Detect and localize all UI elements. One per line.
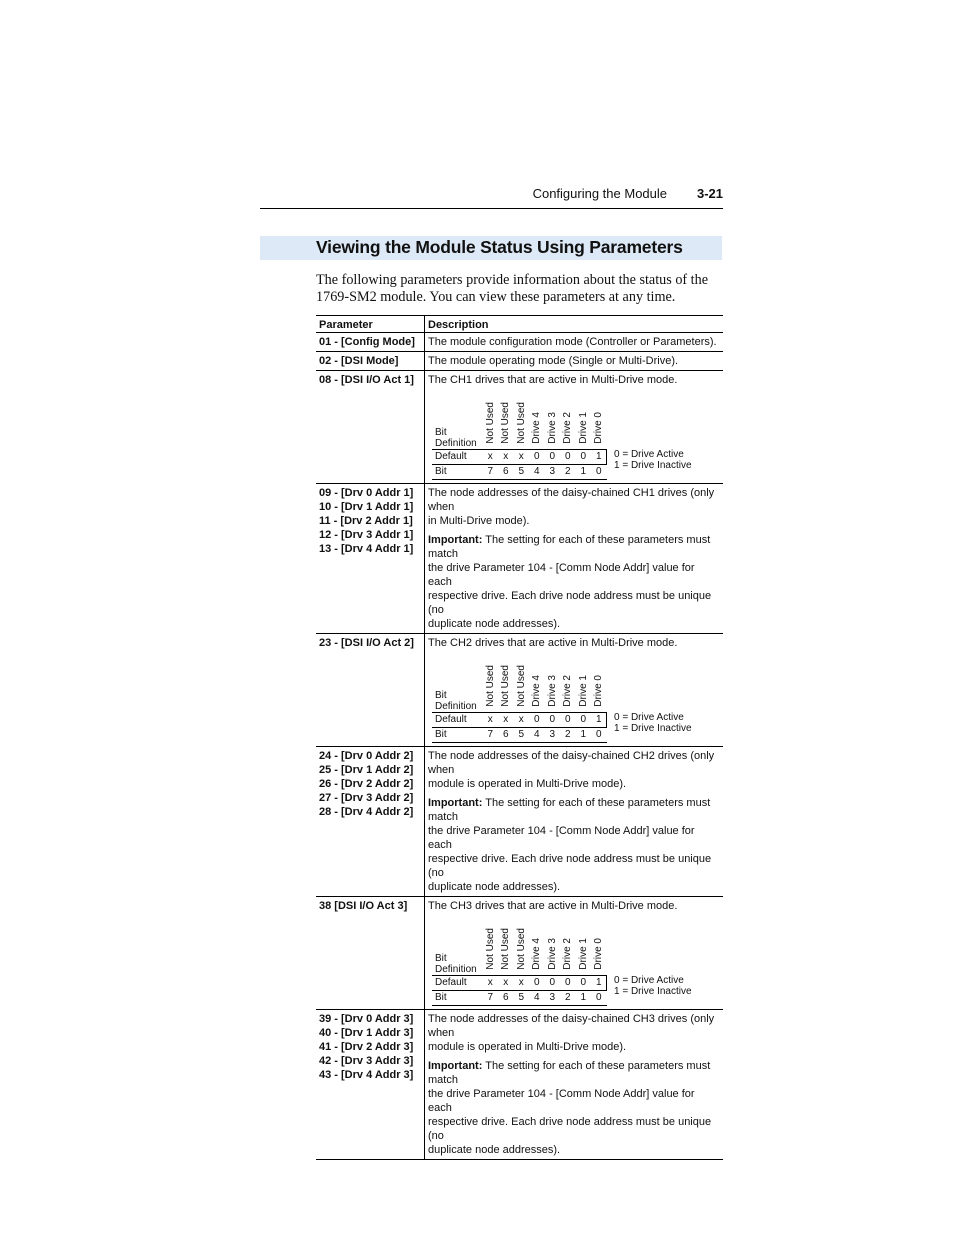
parameter-cell <box>316 897 425 1010</box>
bit-diagram <box>428 391 721 481</box>
bit-definition-text: Drive 4 <box>531 412 543 444</box>
bit-diagram <box>428 654 721 744</box>
bit-legend <box>614 712 692 734</box>
bit-definition-text: Drive 2 <box>562 675 574 707</box>
bit-definition-cell <box>529 663 545 713</box>
bit-definition-cell <box>483 400 499 450</box>
parameter-column-header: Parameter <box>316 316 425 333</box>
bit-number-cell: 7 <box>483 990 499 1005</box>
bit-definition-cell <box>529 926 545 976</box>
parameter-name: 39 - [Drv 0 Addr 3] <box>319 1013 414 1025</box>
parameter-name: 13 - [Drv 4 Addr 1] <box>319 543 414 555</box>
table-row <box>316 897 723 1010</box>
parameter-name: 01 - [Config Mode] <box>319 336 415 348</box>
description-text: module is operated in Multi-Drive mode). <box>428 1041 627 1053</box>
bit-default-cell: 0 <box>560 712 576 727</box>
important-note-line: the drive Parameter 104 - [Comm Node Addr] value for each <box>428 562 695 588</box>
bit-default-cell: x <box>514 975 530 990</box>
important-note <box>428 796 721 894</box>
bit-definition-cell <box>498 663 514 713</box>
bit-number-cell: 1 <box>576 990 592 1005</box>
bit-default-cell: x <box>514 449 530 464</box>
parameter-name: 25 - [Drv 1 Addr 2] <box>319 764 414 776</box>
default-label: Default <box>433 975 483 990</box>
bit-number-cell: 0 <box>591 727 607 742</box>
bit-definition-text: Not Used <box>500 928 512 970</box>
parameter-name: 27 - [Drv 3 Addr 2] <box>319 792 414 804</box>
bit-definition-text: Drive 2 <box>562 938 574 970</box>
heading-band <box>260 236 722 260</box>
bit-definition-text: Not Used <box>484 665 496 707</box>
bit-definition-text: Not Used <box>484 402 496 444</box>
important-label: Important: <box>428 1060 483 1072</box>
description-text: The module configuration mode (Controller or Parameters). <box>428 336 717 348</box>
parameter-cell <box>316 1010 425 1160</box>
bit-number-cell: 2 <box>560 727 576 742</box>
bit-default-cell: 0 <box>545 712 561 727</box>
bit-definition-cell <box>483 926 499 976</box>
bit-number-cell: 2 <box>560 990 576 1005</box>
bit-table-text: 1 = Drive Inactive <box>614 986 692 997</box>
bit-number-cell: 4 <box>529 727 545 742</box>
bit-table-text: Definition <box>435 963 477 975</box>
bit-definition-cell <box>576 663 592 713</box>
parameter-name: 28 - [Drv 4 Addr 2] <box>319 806 414 818</box>
bit-default-cell: 0 <box>529 712 545 727</box>
bit-definition-text: Not Used <box>484 928 496 970</box>
bit-definition-cell <box>514 400 530 450</box>
bit-definition-cell <box>560 926 576 976</box>
parameter-cell <box>316 634 425 747</box>
bit-definition-text: Drive 1 <box>577 675 589 707</box>
table-row <box>316 333 723 352</box>
default-label: Default <box>433 449 483 464</box>
bit-definition-text: Drive 4 <box>531 675 543 707</box>
bit-default-row <box>433 975 607 990</box>
running-header <box>260 184 723 209</box>
description-cell <box>425 333 724 352</box>
important-note-line <box>428 533 721 561</box>
bit-default-cell: x <box>498 712 514 727</box>
bit-table-text: Bit <box>435 426 447 438</box>
important-text: The setting for each of these parameters must match <box>428 534 711 560</box>
bit-definition-cell <box>514 663 530 713</box>
bit-table-text: 1 = Drive Inactive <box>614 460 692 471</box>
bit-default-cell: x <box>498 975 514 990</box>
description-cell <box>425 371 724 484</box>
parameters-table <box>316 315 723 1160</box>
bit-definition-cell <box>498 400 514 450</box>
bit-default-cell: x <box>483 449 499 464</box>
parameter-name: 09 - [Drv 0 Addr 1] <box>319 487 414 499</box>
bit-legend <box>614 975 692 997</box>
section-title: Configuring the Module <box>532 186 667 201</box>
bit-table-text: 1 = Drive Inactive <box>614 723 692 734</box>
bit-number-cell: 6 <box>498 990 514 1005</box>
bit-definition-text: Drive 3 <box>546 412 558 444</box>
bit-definition-row <box>433 926 607 976</box>
bit-number-cell: 0 <box>591 990 607 1005</box>
parameter-name: 42 - [Drv 3 Addr 3] <box>319 1055 414 1067</box>
parameter-name: 41 - [Drv 2 Addr 3] <box>319 1041 414 1053</box>
bit-label: Bit <box>433 464 483 479</box>
bit-table-text: 0 = Drive Active <box>614 712 684 723</box>
bit-default-cell: 1 <box>591 449 607 464</box>
bit-definition-text: Not Used <box>500 665 512 707</box>
bit-label: Bit <box>433 990 483 1005</box>
table-row <box>316 352 723 371</box>
parameter-cell <box>316 333 425 352</box>
bit-default-row <box>433 712 607 727</box>
bit-definition-text: Drive 2 <box>562 412 574 444</box>
parameter-cell <box>316 484 425 634</box>
description-cell <box>425 352 724 371</box>
bit-number-cell: 5 <box>514 464 530 479</box>
bit-definition-cell <box>529 400 545 450</box>
description-text: The CH3 drives that are active in Multi-Drive mode. <box>428 900 678 912</box>
bit-default-cell: 0 <box>576 712 592 727</box>
table-row <box>316 634 723 747</box>
description-text: The module operating mode (Single or Multi-Drive). <box>428 355 679 367</box>
parameter-cell <box>316 371 425 484</box>
bit-number-cell: 3 <box>545 727 561 742</box>
important-text: The setting for each of these parameters must match <box>428 1060 711 1086</box>
description-text: The CH2 drives that are active in Multi-Drive mode. <box>428 637 678 649</box>
bit-table <box>432 662 607 743</box>
bit-label: Bit <box>433 727 483 742</box>
bit-definition-row <box>433 400 607 450</box>
page-title: Viewing the Module Status Using Parameters <box>316 237 683 257</box>
bit-number-cell: 3 <box>545 990 561 1005</box>
table-row <box>316 1010 723 1160</box>
parameter-name: 26 - [Drv 2 Addr 2] <box>319 778 414 790</box>
bit-definition-label <box>433 663 483 713</box>
important-note-line: respective drive. Each drive node address must be unique (no <box>428 1116 712 1142</box>
important-note <box>428 533 721 631</box>
important-note-line <box>428 1059 721 1087</box>
intro-line: 1769-SM2 module. You can view these parameters at any time. <box>316 289 676 305</box>
parameter-name: 10 - [Drv 1 Addr 1] <box>319 501 414 513</box>
bit-default-cell: 1 <box>591 975 607 990</box>
description-text: The node addresses of the daisy-chained CH2 drives (only when <box>428 750 715 776</box>
parameter-name: 11 - [Drv 2 Addr 1] <box>319 515 413 527</box>
table-row <box>316 747 723 897</box>
bit-table <box>432 925 607 1006</box>
parameter-name: 12 - [Drv 3 Addr 1] <box>319 529 414 541</box>
bit-number-cell: 2 <box>560 464 576 479</box>
parameter-name: 24 - [Drv 0 Addr 2] <box>319 750 414 762</box>
description-text: The node addresses of the daisy-chained CH3 drives (only when <box>428 1013 715 1039</box>
bit-number-cell: 7 <box>483 727 499 742</box>
description-cell <box>425 1010 724 1160</box>
bit-definition-cell <box>591 400 607 450</box>
bit-default-row <box>433 449 607 464</box>
table-header-row <box>316 316 723 333</box>
bit-number-cell: 3 <box>545 464 561 479</box>
important-note-line: duplicate node addresses). <box>428 881 561 893</box>
bit-definition-text: Not Used <box>500 402 512 444</box>
intro-paragraph <box>316 272 722 306</box>
description-cell <box>425 747 724 897</box>
bit-number-cell: 4 <box>529 464 545 479</box>
description-text: The node addresses of the daisy-chained CH1 drives (only when <box>428 487 715 513</box>
important-note-line: the drive Parameter 104 - [Comm Node Addr] value for each <box>428 1088 695 1114</box>
bit-definition-text: Not Used <box>515 402 527 444</box>
bit-definition-cell <box>514 926 530 976</box>
bit-table-text: Bit <box>435 689 447 701</box>
bit-definition-text: Drive 0 <box>593 675 605 707</box>
parameter-cell <box>316 747 425 897</box>
description-cell <box>425 897 724 1010</box>
bit-definition-text: Drive 4 <box>531 938 543 970</box>
bit-number-row <box>433 990 607 1005</box>
bit-number-cell: 5 <box>514 990 530 1005</box>
bit-table-text: Definition <box>435 700 477 712</box>
bit-number-row <box>433 727 607 742</box>
parameter-name: 08 - [DSI I/O Act 1] <box>319 374 414 386</box>
parameter-name: 23 - [DSI I/O Act 2] <box>319 637 414 649</box>
bit-definition-cell <box>498 926 514 976</box>
bit-definition-text: Drive 1 <box>577 412 589 444</box>
parameter-cell <box>316 352 425 371</box>
bit-default-cell: 0 <box>576 975 592 990</box>
bit-number-cell: 5 <box>514 727 530 742</box>
bit-number-cell: 4 <box>529 990 545 1005</box>
important-label: Important: <box>428 797 483 809</box>
bit-diagram <box>428 917 721 1007</box>
important-label: Important: <box>428 534 483 546</box>
bit-definition-text: Not Used <box>515 928 527 970</box>
bit-number-cell: 6 <box>498 727 514 742</box>
bit-definition-text: Drive 3 <box>546 675 558 707</box>
bit-number-row <box>433 464 607 479</box>
bit-table <box>432 399 607 480</box>
bit-table-text: Definition <box>435 437 477 449</box>
default-label: Default <box>433 712 483 727</box>
important-note-line: respective drive. Each drive node address must be unique (no <box>428 590 712 616</box>
bit-default-cell: 0 <box>545 975 561 990</box>
description-cell <box>425 484 724 634</box>
bit-default-cell: x <box>483 712 499 727</box>
important-note-line: duplicate node addresses). <box>428 1144 561 1156</box>
description-cell <box>425 634 724 747</box>
bit-definition-cell <box>545 400 561 450</box>
bit-definition-cell <box>576 400 592 450</box>
bit-table-text: 0 = Drive Active <box>614 975 684 986</box>
description-column-header: Description <box>425 316 724 333</box>
bit-default-cell: 0 <box>529 975 545 990</box>
bit-definition-cell <box>545 663 561 713</box>
bit-definition-row <box>433 663 607 713</box>
important-note <box>428 1059 721 1157</box>
bit-number-cell: 0 <box>591 464 607 479</box>
bit-definition-cell <box>545 926 561 976</box>
parameter-name: 43 - [Drv 4 Addr 3] <box>319 1069 414 1081</box>
important-note-line: the drive Parameter 104 - [Comm Node Addr] value for each <box>428 825 695 851</box>
bit-number-cell: 1 <box>576 727 592 742</box>
bit-definition-cell <box>483 663 499 713</box>
bit-default-cell: x <box>483 975 499 990</box>
bit-number-cell: 6 <box>498 464 514 479</box>
bit-definition-text: Drive 0 <box>593 938 605 970</box>
bit-default-cell: 0 <box>529 449 545 464</box>
bit-definition-cell <box>576 926 592 976</box>
bit-definition-cell <box>560 400 576 450</box>
important-text: The setting for each of these parameters must match <box>428 797 711 823</box>
bit-default-cell: 0 <box>560 449 576 464</box>
bit-table-text: Bit <box>435 952 447 964</box>
bit-table-text: 0 = Drive Active <box>614 449 684 460</box>
bit-definition-cell <box>560 663 576 713</box>
parameter-name: 40 - [Drv 1 Addr 3] <box>319 1027 414 1039</box>
table-row <box>316 371 723 484</box>
bit-number-cell: 7 <box>483 464 499 479</box>
bit-number-cell: 1 <box>576 464 592 479</box>
bit-definition-text: Drive 3 <box>546 938 558 970</box>
bit-default-cell: x <box>514 712 530 727</box>
bit-default-cell: 0 <box>560 975 576 990</box>
description-text: The CH1 drives that are active in Multi-Drive mode. <box>428 374 678 386</box>
bit-definition-text: Drive 1 <box>577 938 589 970</box>
bit-definition-text: Not Used <box>515 665 527 707</box>
bit-definition-label <box>433 400 483 450</box>
description-text: in Multi-Drive mode). <box>428 515 530 527</box>
description-text: module is operated in Multi-Drive mode). <box>428 778 627 790</box>
table-row <box>316 484 723 634</box>
bit-default-cell: 0 <box>576 449 592 464</box>
page-number: 3-21 <box>696 186 723 201</box>
bit-definition-cell <box>591 663 607 713</box>
important-note-line: respective drive. Each drive node address must be unique (no <box>428 853 712 879</box>
important-note-line: duplicate node addresses). <box>428 618 561 630</box>
bit-definition-text: Drive 0 <box>593 412 605 444</box>
bit-default-cell: 0 <box>545 449 561 464</box>
bit-definition-cell <box>591 926 607 976</box>
parameter-name: 38 [DSI I/O Act 3] <box>319 900 408 912</box>
bit-default-cell: 1 <box>591 712 607 727</box>
bit-default-cell: x <box>498 449 514 464</box>
intro-line: The following parameters provide information about the status of the <box>316 272 709 288</box>
bit-legend <box>614 449 692 471</box>
bit-definition-label <box>433 926 483 976</box>
important-note-line <box>428 796 721 824</box>
parameter-name: 02 - [DSI Mode] <box>319 355 399 367</box>
